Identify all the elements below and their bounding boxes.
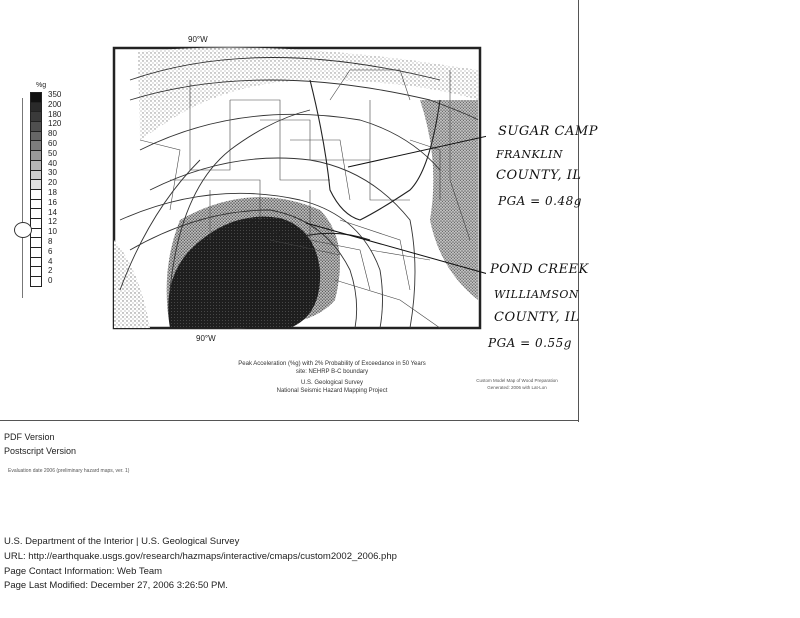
handwritten-pond-creek-2: WILLIAMSON <box>494 288 579 301</box>
legend-label: 60 <box>48 138 57 148</box>
map-credit-line-2: Generated: 2006 with Lat-Lon <box>487 385 547 390</box>
legend-swatch <box>30 151 42 161</box>
legend-label: 6 <box>48 246 53 256</box>
legend-swatch <box>30 180 42 190</box>
legend-label: 10 <box>48 227 57 237</box>
legend-label: 0 <box>48 276 53 286</box>
longitude-label-bottom: 90°W <box>196 334 216 343</box>
legend-label: 8 <box>48 236 53 246</box>
legend-swatch <box>30 103 42 113</box>
handwritten-pond-creek-1: POND CREEK <box>490 262 589 277</box>
legend-swatch <box>30 209 42 219</box>
legend-label: 40 <box>48 158 57 168</box>
handwritten-sugar-camp-2: FRANKLIN <box>496 148 563 161</box>
legend-label: 16 <box>48 197 57 207</box>
map-caption-line-2: site: NEHRP B-C boundary <box>295 369 369 375</box>
legend-label: 50 <box>48 148 57 158</box>
legend-label: 80 <box>48 129 57 139</box>
legend-swatch <box>30 277 42 287</box>
legend-swatch <box>30 92 42 103</box>
handwritten-sugar-camp-3: COUNTY, IL <box>496 168 582 183</box>
map-credit-line-1: Custom Model Map of Wood Preparation <box>476 378 558 383</box>
legend-slider-track <box>22 98 23 298</box>
handwritten-sugar-camp-1: SUGAR CAMP <box>498 124 598 139</box>
page-frame-right <box>578 0 579 422</box>
footer-contact[interactable]: Page Contact Information: Web Team <box>4 566 163 577</box>
legend-label: 4 <box>48 256 53 266</box>
footer-department[interactable]: U.S. Department of the Interior | U.S. Geological Survey <box>4 536 240 547</box>
legend-swatch <box>30 171 42 181</box>
legend-swatch <box>30 200 42 210</box>
legend-labels <box>48 90 61 286</box>
map-caption-line-3: U.S. Geological Survey <box>300 380 364 386</box>
legend-swatch <box>30 258 42 268</box>
legend-label: 18 <box>48 187 57 197</box>
postscript-version-link[interactable]: Postscript Version <box>4 446 77 456</box>
legend-label: 12 <box>48 217 57 227</box>
legend-label: 20 <box>48 178 57 188</box>
handwritten-pond-creek-3: COUNTY, IL <box>494 310 580 325</box>
footer-last-modified: Page Last Modified: December 27, 2006 3:26:50 PM. <box>4 580 228 591</box>
legend-swatch <box>30 219 42 229</box>
legend-swatch <box>30 112 42 122</box>
handwritten-pond-creek-4: PGA = 0.55g <box>488 336 572 350</box>
legend-swatch <box>30 267 42 277</box>
legend-swatch <box>30 141 42 151</box>
legend-swatch <box>30 238 42 248</box>
legend-label: 30 <box>48 168 57 178</box>
map-caption-line-4: National Seismic Hazard Mapping Project <box>276 388 388 394</box>
legend-swatch <box>30 248 42 258</box>
legend-label: 350 <box>48 90 62 99</box>
legend-swatch <box>30 122 42 132</box>
map-caption-line-1: Peak Acceleration (%g) with 2% Probability of Exceedance in 50 Years <box>238 361 426 367</box>
legend-slider-handle[interactable] <box>14 222 32 238</box>
legend-label: 2 <box>48 266 53 276</box>
legend-label: 14 <box>48 207 57 217</box>
legend-swatch <box>30 190 42 200</box>
legend-swatch <box>30 132 42 142</box>
legend-swatches <box>30 92 42 287</box>
hazard-map <box>110 40 486 332</box>
evaluation-note: Evaluation date 2006 (preliminary hazard maps, ver. 1) <box>8 468 130 474</box>
longitude-label-top: 90°W <box>188 35 208 44</box>
legend-label: 120 <box>48 119 62 129</box>
handwritten-sugar-camp-4: PGA = 0.48g <box>498 194 582 208</box>
legend-unit: %g <box>36 82 47 89</box>
legend-label: 180 <box>48 109 62 119</box>
footer-url[interactable]: URL: http://earthquake.usgs.gov/research/hazmaps/interactive/cmaps/custom2002_2006.php <box>4 551 397 562</box>
legend-swatch <box>30 161 42 171</box>
legend-label: 200 <box>48 99 62 109</box>
pdf-version-link[interactable]: PDF Version <box>4 432 55 442</box>
page-frame-bottom <box>0 420 579 421</box>
